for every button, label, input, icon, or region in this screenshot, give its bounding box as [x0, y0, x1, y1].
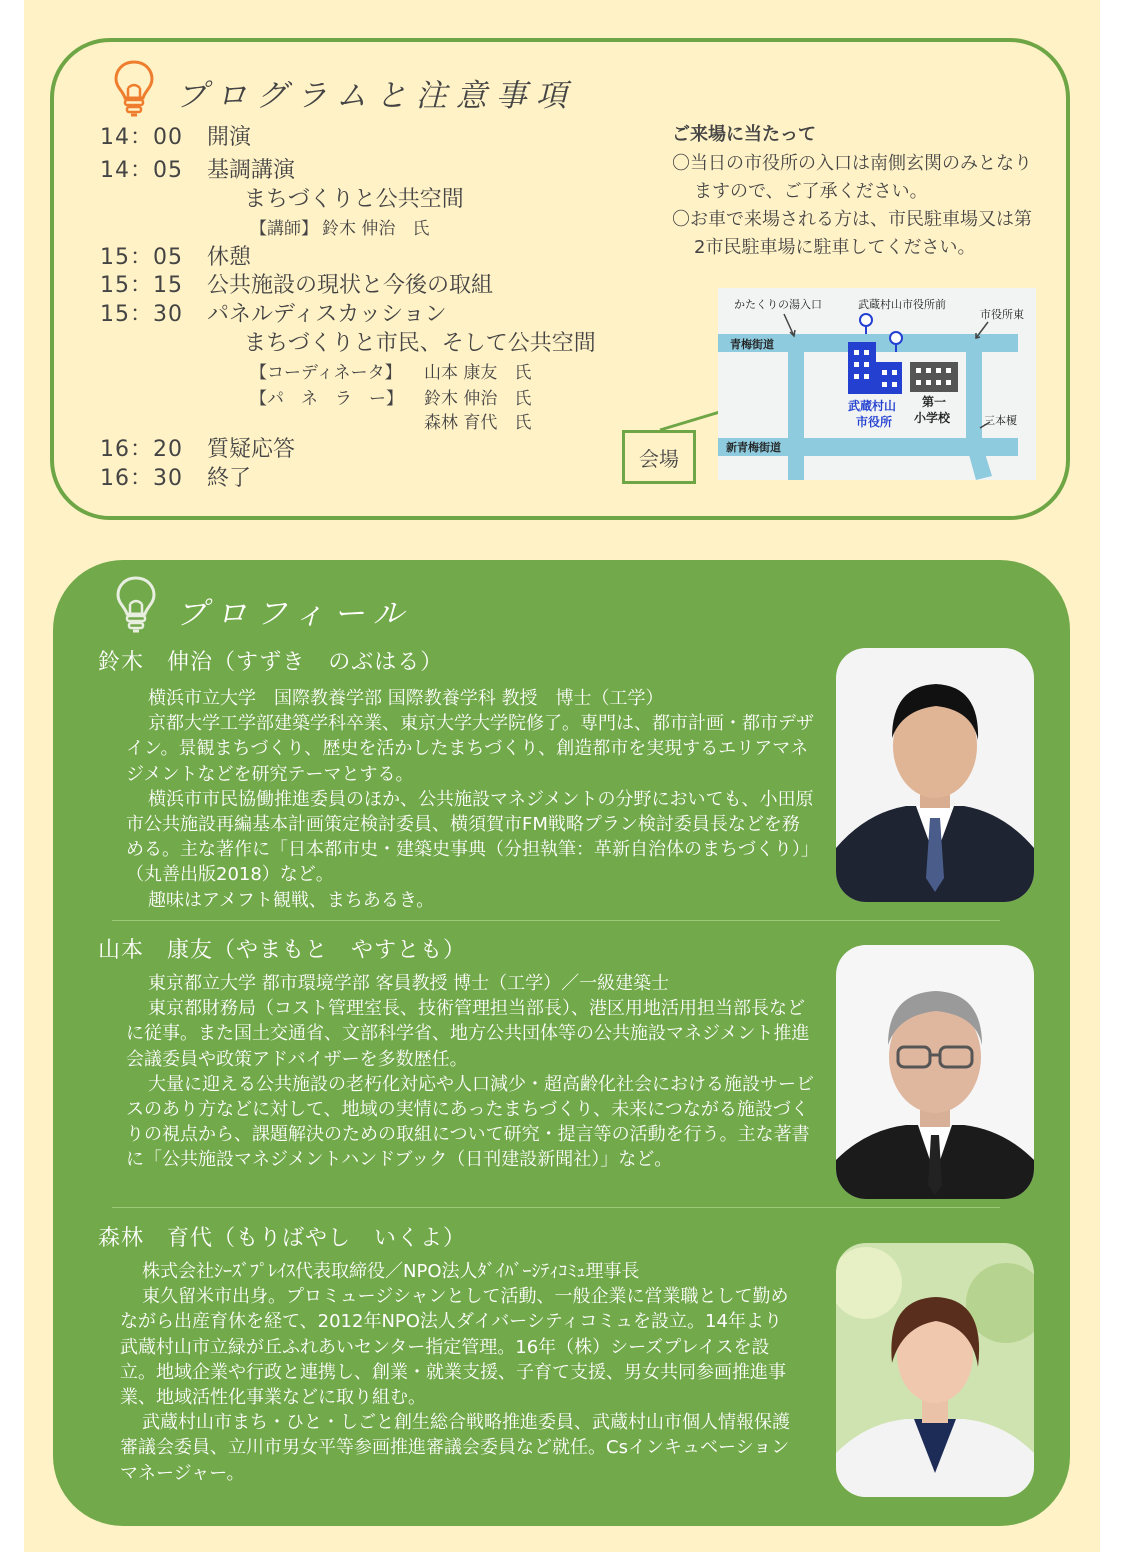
panelist-role: 【パ ネ ラ ー】 — [250, 389, 403, 409]
access-map — [718, 288, 1036, 480]
lightbulb-icon — [114, 574, 158, 634]
portrait-photo — [836, 1243, 1034, 1497]
keynote-speaker: 鈴木 伸治 氏 — [322, 219, 430, 239]
program-title: プログラムと注意事項 — [176, 78, 576, 114]
bio-paragraph: 東京都財務局（コスト管理室長、技術管理担当部長）、港区用地活用担当部長などに従事。また国土交通省、文部科学省、地方公共団体等の公共施設マネジメント推進会議委員や政策アドバイザーを多数歴任。 — [126, 998, 810, 1070]
panelist-name: 森林 育代 氏 — [424, 413, 532, 433]
person-name: 森林 育代（もりばやし いくよ） — [98, 1226, 467, 1251]
map-label-sanbongi: 三本榎 — [984, 414, 1017, 427]
schedule-item: 休憩 — [207, 245, 252, 270]
bio-paragraph: 大量に迎える公共施設の老朽化対応や人口減少・超高齢化社会における施設サービスのあり方などに対して、地域の実情にあったまちづくり、未来につながる施設づくりの視点から、課題解決のための取組について研究・提言等の活動を行う。主な著書に「公共施設マネジメントハンドブック（日刊建設新聞社）」など。 — [126, 1073, 814, 1171]
bio-paragraph: 京都大学工学部建築学科卒業、東京大学大学院修了。専門は、都市計画・都市デザイン。景観まちづくり、歴史を活かしたまちづくり、創造都市を実現するエリアマネジメントなどを研究テーマとする。 — [126, 713, 814, 785]
panel-title: まちづくりと市民、そして公共空間 — [244, 331, 596, 356]
coordinator-role: 【コーディネータ】 — [250, 363, 402, 383]
notice-title: ご来場に当たって — [672, 124, 816, 145]
schedule-time: 14：00 — [100, 125, 183, 150]
schedule-item: 公共施設の現状と今後の取組 — [207, 273, 494, 298]
coordinator-name: 山本 康友 氏 — [424, 363, 532, 383]
divider — [112, 1207, 1000, 1208]
person-name: 鈴木 伸治（すずき のぶはる） — [98, 650, 444, 675]
lightbulb-icon — [112, 58, 156, 118]
schedule-time: 15：05 — [100, 245, 183, 270]
map-label-school: 小学校 — [914, 411, 951, 425]
portrait-photo — [836, 945, 1034, 1199]
map-label-road-north: 青梅街道 — [730, 338, 774, 351]
schedule-item: 開演 — [207, 125, 252, 150]
person-bio — [126, 971, 816, 1173]
keynote-speaker-role: 【講師】 — [250, 219, 318, 239]
notice-item: 〇お車で来場される方は、市民駐車場又は第2市民駐車場に駐車してください。 — [672, 209, 1032, 258]
school-building — [910, 362, 958, 392]
bio-paragraph: 東久留米市出身。プロミュージシャンとして活動、一般企業に営業職として勤めながら出産育休を経て、2012年NPO法人ダイバーシティコミュを設立。14年より武蔵村山市立緑が丘ふれあいセンター指定管理。16年（株）シーズプレイスを設立。地域企業や行政と連携し、創業・就業支援、子育て支援、男女共同参画推進事業、地域活性化事業などに取り組む。 — [120, 1286, 789, 1409]
schedule-time: 16：20 — [100, 437, 183, 462]
schedule-time: 14：05 — [100, 158, 183, 183]
map-label-cityhall-east: 市役所東 — [980, 308, 1024, 321]
map-label-cityhall-front: 武蔵村山市役所前 — [858, 298, 946, 311]
map-label-entrance: かたくりの湯入口 — [734, 298, 822, 311]
bio-paragraph: 趣味はアメフト観戦、まちあるき。 — [148, 889, 435, 911]
schedule-item: 基調講演 — [207, 158, 296, 183]
schedule-item: 質疑応答 — [207, 437, 296, 462]
divider — [112, 920, 1000, 921]
map-label-cityhall: 市役所 — [856, 415, 893, 429]
bio-paragraph: 東京都立大学 都市環境学部 客員教授 博士（工学）／一級建築士 — [148, 973, 670, 994]
profile-title: プロフィール — [176, 596, 413, 632]
bio-paragraph: 横浜市立大学 国際教養学部 国際教養学科 教授 博士（工学） — [148, 688, 664, 709]
schedule-time: 16：30 — [100, 466, 183, 491]
venue-label: 会場 — [622, 430, 696, 484]
map-label-road-south: 新青梅街道 — [726, 441, 781, 454]
schedule-item: パネルディスカッション — [207, 302, 447, 327]
schedule-time: 15：30 — [100, 302, 183, 327]
schedule-item: 終了 — [207, 466, 252, 491]
map-label-school: 第一 — [922, 395, 947, 409]
panelist-name: 鈴木 伸治 氏 — [424, 389, 532, 409]
person-name: 山本 康友（やまもと やすとも） — [98, 938, 467, 963]
map-label-cityhall: 武蔵村山 — [848, 399, 897, 413]
schedule-time: 15：15 — [100, 273, 183, 298]
keynote-title: まちづくりと公共空間 — [244, 187, 464, 212]
bio-paragraph: 横浜市市民協働推進委員のほか、公共施設マネジメントの分野においても、小田原市公共施設再編基本計画策定検討委員、横須賀市FM戦略プラン検討委員長などを務める。主な著作に「日本都市史・建築史事典（分担執筆：革新自治体のまちづくり）」（丸善出版2018）など。 — [126, 788, 814, 886]
bio-paragraph: 株式会社ｼｰｽﾞﾌﾟﾚｲｽ代表取締役／NPO法人ﾀﾞｲﾊﾞｰｼﾃｨｺﾐｭ理事長 — [142, 1261, 640, 1282]
notice-item: 〇当日の市役所の入口は南側玄関のみとなりますので、ご了承ください。 — [672, 153, 1032, 202]
bio-paragraph: 武蔵村山市まち・ひと・しごと創生総合戦略推進委員、武蔵村山市個人情報保護審議会委員、立川市男女平等参画推進審議会委員など就任。Csインキュベーションマネージャー。 — [120, 1412, 790, 1484]
road-west — [788, 334, 804, 480]
cityhall-building — [848, 342, 876, 394]
portrait-photo — [836, 648, 1034, 902]
road-east — [966, 334, 982, 444]
person-bio — [120, 1259, 796, 1486]
person-bio — [126, 686, 816, 913]
